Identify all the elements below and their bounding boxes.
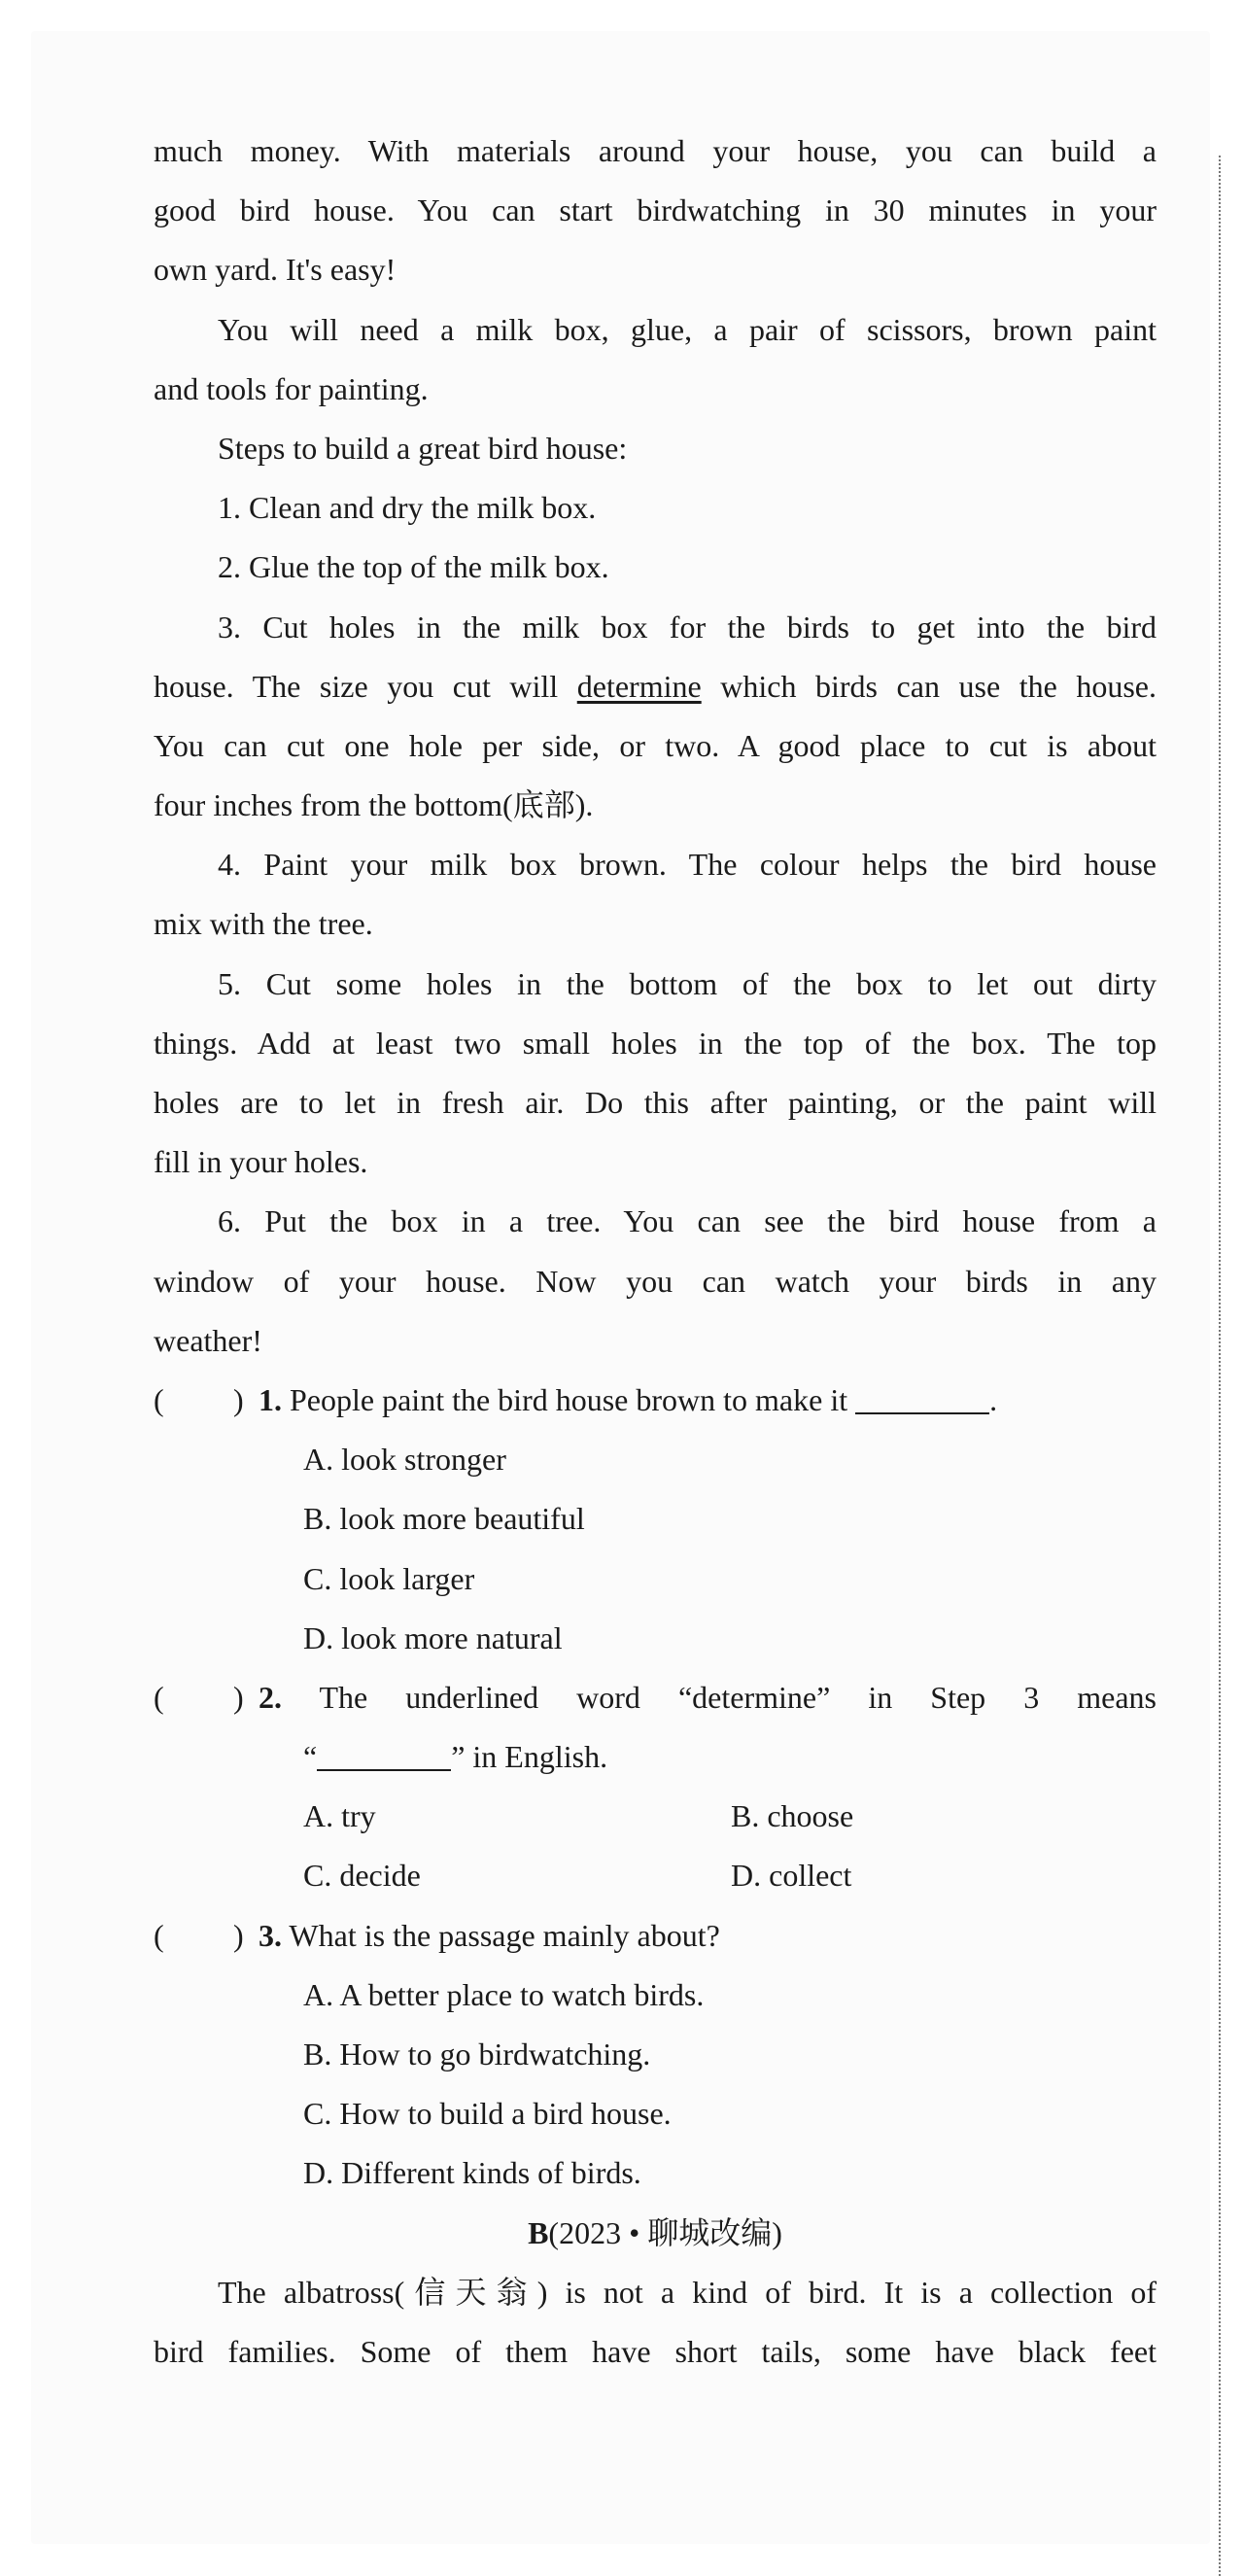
option-c[interactable]: C. look larger [303, 1560, 475, 1596]
passage-text [154, 122, 1157, 2382]
passage-line: much money. With materials around your house, you can build a [154, 133, 1157, 168]
question-number: 1. [259, 1381, 282, 1417]
step-6: 6. Put the box in a tree. You can see the bird house from a [218, 1203, 1157, 1239]
quote-open: “ [303, 1739, 318, 1775]
section-label: B [528, 2214, 549, 2250]
question-2-line-2 [154, 1727, 1157, 1787]
option-b[interactable]: B. choose [731, 1798, 854, 1834]
answer-paren-close[interactable]: ) [233, 1917, 244, 1953]
question-end: . [989, 1381, 998, 1417]
option-c[interactable]: C. How to build a bird house. [303, 2096, 672, 2132]
steps-heading: Steps to build a great bird house: [218, 430, 628, 466]
passage-line: bird families. Some of them have short tails, some have black feet [154, 2333, 1157, 2369]
question-number: 2. [259, 1679, 282, 1715]
question-text: People paint the bird house brown to make it [290, 1381, 856, 1417]
passage-line: four inches from the bottom(底部). [154, 787, 594, 823]
passage-line: holes are to let in fresh air. Do this after painting, or the paint will [154, 1085, 1157, 1120]
answer-paren-close[interactable]: ) [233, 1381, 244, 1417]
passage-line: You will need a milk box, glue, a pair of scissors, brown paint [218, 311, 1157, 347]
step3-text-after: which birds can use the house. [701, 668, 1157, 704]
step-1: 1. Clean and dry the milk box. [218, 490, 597, 526]
passage-line: weather! [154, 1322, 262, 1358]
answer-blank[interactable] [317, 1738, 451, 1771]
question-2 [154, 1668, 1157, 1727]
section-source: (2023 • 聊城改编) [548, 2214, 782, 2250]
option-row [154, 1846, 1157, 1905]
option-d[interactable]: D. look more natural [303, 1619, 563, 1655]
option-b[interactable]: B. How to go birdwatching. [303, 2036, 651, 2071]
passage-line: and tools for painting. [154, 370, 429, 406]
answer-paren-open: ( [154, 1679, 164, 1715]
passage-line: things. Add at least two small holes in the top of the box. The top [154, 1025, 1157, 1061]
answer-paren-open: ( [154, 1917, 164, 1953]
passage-line: own yard. It's easy! [154, 252, 397, 288]
question-1 [154, 1371, 1157, 1430]
margin-dotted-rule [1219, 156, 1221, 2576]
passage-line: mix with the tree. [154, 906, 373, 942]
passage-line: window of your house. Now you can watch your birds in any [154, 1263, 1157, 1299]
step-3: 3. Cut holes in the milk box for the birds to get into the bird [218, 609, 1157, 644]
answer-paren-open: ( [154, 1381, 164, 1417]
option-d[interactable]: D. Different kinds of birds. [303, 2155, 641, 2191]
passage-line: good bird house. You can start birdwatching in 30 minutes in your [154, 192, 1157, 228]
option-b[interactable]: B. look more beautiful [303, 1501, 585, 1537]
step3-text-before: house. The size you cut will [154, 668, 577, 704]
option-d[interactable]: D. collect [731, 1858, 852, 1894]
passage-line: fill in your holes. [154, 1144, 368, 1180]
option-a[interactable]: A. try [303, 1798, 376, 1834]
answer-paren-close[interactable]: ) [233, 1679, 244, 1715]
step-4: 4. Paint your milk box brown. The colour helps the bird house [218, 847, 1157, 883]
question-text-end: ” in English. [451, 1739, 608, 1775]
option-a[interactable]: A. A better place to watch birds. [303, 1976, 705, 2012]
option-row [154, 1787, 1157, 1846]
passage-line: The albatross(信天翁) is not a kind of bird. It is a collection of [218, 2274, 1157, 2310]
passage-line: You can cut one hole per side, or two. A good place to cut is about [154, 727, 1157, 763]
section-b-heading [154, 2204, 1157, 2263]
underlined-word: determine [576, 668, 702, 704]
step-5: 5. Cut some holes in the bottom of the box to let out dirty [218, 965, 1157, 1001]
question-3 [154, 1906, 1157, 1966]
question-text: What is the passage mainly about? [289, 1917, 720, 1953]
step-2: 2. Glue the top of the milk box. [218, 549, 609, 585]
passage-line [154, 657, 1157, 716]
question-number: 3. [259, 1917, 282, 1953]
option-c[interactable]: C. decide [303, 1858, 421, 1894]
question-text: The underlined word “determine” in Step 3 means [319, 1679, 1157, 1715]
answer-blank[interactable] [855, 1381, 989, 1414]
option-a[interactable]: A. look stronger [303, 1442, 506, 1478]
